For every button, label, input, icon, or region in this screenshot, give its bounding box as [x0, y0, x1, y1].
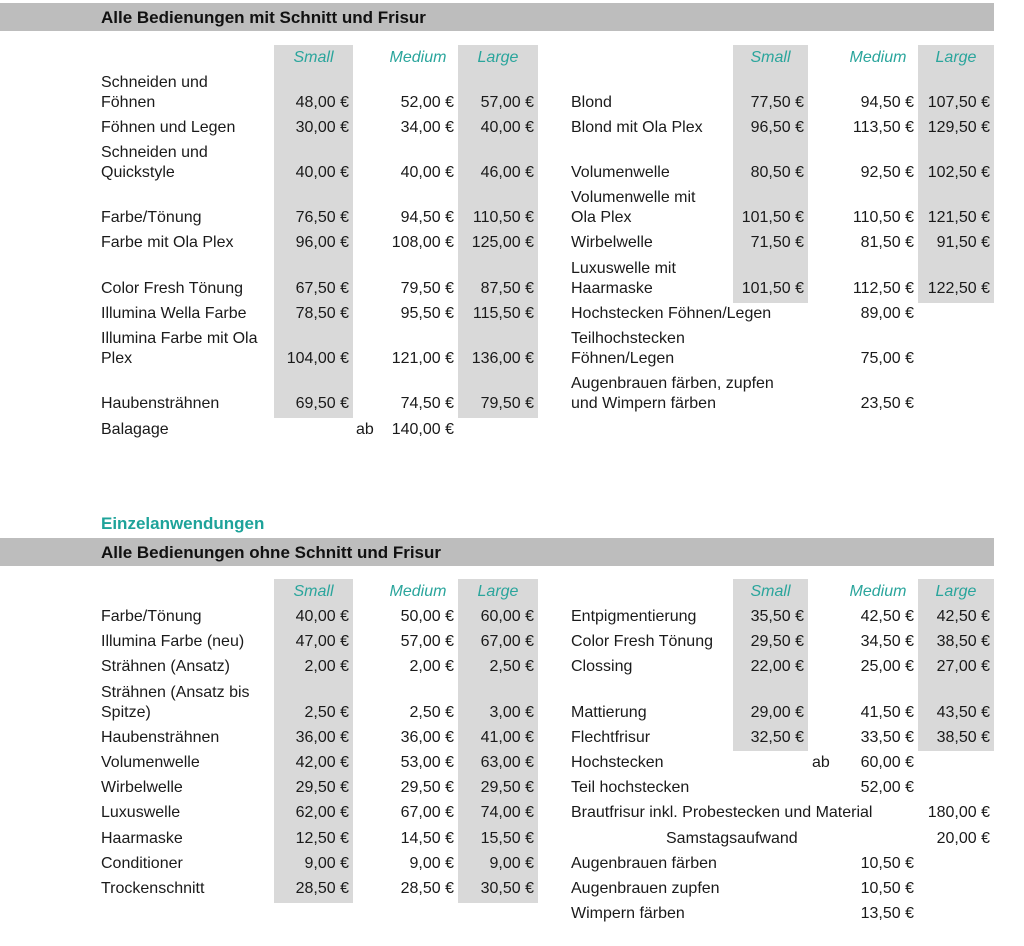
price-label: Strähnen (Ansatz bis	[101, 684, 250, 701]
price-medium: 9,00 €	[409, 855, 454, 872]
price-label: Volumenwelle	[101, 754, 200, 771]
price-large: 41,00 €	[480, 729, 534, 746]
s2-left-header-medium: Medium	[389, 583, 447, 600]
price-label: Wirbelwelle	[101, 779, 183, 796]
price-label: Quickstyle	[101, 164, 175, 181]
price-label: Illumina Farbe mit Ola	[101, 330, 258, 347]
price-small: 101,50 €	[741, 280, 804, 297]
price-medium: 34,50 €	[860, 633, 914, 650]
price-medium: 92,50 €	[860, 164, 914, 181]
price-label: Haubensträhnen	[101, 395, 220, 412]
price-medium: 140,00 €	[391, 421, 454, 438]
price-medium: 28,50 €	[400, 880, 454, 897]
price-large: 180,00 €	[927, 804, 990, 821]
price-medium: 53,00 €	[400, 754, 454, 771]
price-label: Föhnen und Legen	[101, 119, 236, 136]
s2-left-header-small: Small	[293, 583, 334, 600]
price-label: Schneiden und	[101, 74, 208, 91]
price-large: 38,50 €	[936, 729, 990, 746]
price-medium: 94,50 €	[400, 209, 454, 226]
price-small: 67,50 €	[295, 280, 349, 297]
s2-right-header-small: Small	[750, 583, 791, 600]
price-small: 80,50 €	[750, 164, 804, 181]
price-small: 36,00 €	[295, 729, 349, 746]
price-label: Color Fresh Tönung	[101, 280, 243, 297]
price-label: Teilhochstecken	[571, 330, 685, 347]
price-medium: 41,50 €	[860, 704, 914, 721]
price-label: Balagage	[101, 421, 169, 438]
price-prefix: ab	[812, 754, 830, 771]
price-large: 125,00 €	[471, 234, 534, 251]
price-large: 3,00 €	[489, 704, 534, 721]
price-label: Schneiden und	[101, 144, 208, 161]
price-medium: 113,50 €	[852, 119, 914, 136]
price-label: Augenbrauen färben	[571, 855, 717, 872]
price-medium: 2,50 €	[409, 704, 454, 721]
price-label: Haarmaske	[101, 830, 183, 847]
price-medium: 14,50 €	[400, 830, 454, 847]
price-large: 121,50 €	[927, 209, 990, 226]
section1-bar-title: Alle Bedienungen mit Schnitt und Frisur	[101, 8, 426, 27]
price-medium: 57,00 €	[400, 633, 454, 650]
price-large: 79,50 €	[480, 395, 534, 412]
price-large: 102,50 €	[927, 164, 990, 181]
section1-bar	[0, 3, 994, 31]
price-small: 12,50 €	[295, 830, 349, 847]
price-label: Volumenwelle	[571, 164, 670, 181]
price-label: und Wimpern färben	[571, 395, 716, 412]
price-label: Haubensträhnen	[101, 729, 220, 746]
price-large: 136,00 €	[471, 350, 534, 367]
s2-left-header-large: Large	[477, 583, 519, 600]
price-medium: 112,50 €	[852, 280, 914, 297]
price-medium: 67,00 €	[400, 804, 454, 821]
price-prefix: ab	[356, 421, 374, 438]
price-small: 35,50 €	[750, 608, 804, 625]
price-large: 42,50 €	[936, 608, 990, 625]
price-large: 129,50 €	[927, 119, 990, 136]
price-label: Blond mit Ola Plex	[571, 119, 703, 136]
price-large: 2,50 €	[489, 658, 534, 675]
price-label: Blond	[571, 94, 612, 111]
price-label: Brautfrisur inkl. Probestecken und Material	[571, 804, 873, 821]
price-medium: 33,50 €	[860, 729, 914, 746]
price-medium: 2,00 €	[409, 658, 454, 675]
price-medium: 10,50 €	[860, 880, 914, 897]
s1-right-header-medium: Medium	[849, 49, 907, 66]
price-label: Farbe/Tönung	[101, 608, 202, 625]
price-large: 63,00 €	[480, 754, 534, 771]
price-label: Luxuswelle mit	[571, 260, 676, 277]
price-label: Föhnen/Legen	[571, 350, 675, 367]
price-medium: 34,00 €	[400, 119, 454, 136]
price-large: 107,50 €	[927, 94, 990, 111]
price-large: 110,50 €	[472, 209, 534, 226]
s1-left-header-large: Large	[477, 49, 519, 66]
s1-right-header-small: Small	[750, 49, 791, 66]
price-small: 101,50 €	[741, 209, 804, 226]
price-large: 87,50 €	[480, 280, 534, 297]
price-small: 40,00 €	[295, 164, 349, 181]
price-large: 67,00 €	[480, 633, 534, 650]
price-label: Clossing	[571, 658, 633, 675]
price-label: Flechtfrisur	[571, 729, 651, 746]
price-label: Wirbelwelle	[571, 234, 653, 251]
price-label: Mattierung	[571, 704, 647, 721]
price-small: 29,00 €	[750, 704, 804, 721]
price-small: 96,50 €	[750, 119, 804, 136]
price-medium: 36,00 €	[400, 729, 454, 746]
price-medium: 25,00 €	[860, 658, 914, 675]
price-label: Wimpern färben	[571, 905, 685, 922]
price-large: 115,50 €	[472, 305, 534, 322]
price-label: Conditioner	[101, 855, 183, 872]
s2-right-header-medium: Medium	[849, 583, 907, 600]
price-label: Föhnen	[101, 94, 156, 111]
s1-left-header-small: Small	[293, 49, 334, 66]
price-medium: 40,00 €	[400, 164, 454, 181]
price-label: Ola Plex	[571, 209, 632, 226]
price-medium: 94,50 €	[860, 94, 914, 111]
price-medium: 108,00 €	[391, 234, 454, 251]
price-label: Spitze)	[101, 704, 151, 721]
price-small: 77,50 €	[750, 94, 804, 111]
price-small: 42,00 €	[295, 754, 349, 771]
price-large: 122,50 €	[927, 280, 990, 297]
price-label: Augenbrauen färben, zupfen	[571, 375, 774, 392]
price-label: Hochstecken	[571, 754, 664, 771]
price-label: Samstagsaufwand	[666, 830, 798, 847]
price-large: 20,00 €	[936, 830, 990, 847]
section2-bar-title: Alle Bedienungen ohne Schnitt und Frisur	[101, 543, 442, 562]
price-medium: 95,50 €	[400, 305, 454, 322]
price-large: 30,50 €	[480, 880, 534, 897]
price-small: 62,00 €	[295, 804, 349, 821]
price-large: 27,00 €	[936, 658, 990, 675]
price-medium: 52,00 €	[400, 94, 454, 111]
price-label: Entpigmentierung	[571, 608, 697, 625]
price-label: Color Fresh Tönung	[571, 633, 713, 650]
price-label: Illumina Wella Farbe	[101, 305, 247, 322]
price-small: 69,50 €	[295, 395, 349, 412]
price-medium: 81,50 €	[860, 234, 914, 251]
price-large: 40,00 €	[480, 119, 534, 136]
price-small: 96,00 €	[295, 234, 349, 251]
price-small: 71,50 €	[750, 234, 804, 251]
price-label: Farbe/Tönung	[101, 209, 202, 226]
price-small: 48,00 €	[295, 94, 349, 111]
price-medium: 60,00 €	[860, 754, 914, 771]
price-medium: 121,00 €	[391, 350, 454, 367]
price-small: 30,00 €	[295, 119, 349, 136]
price-label: Plex	[101, 350, 133, 367]
price-small: 22,00 €	[750, 658, 804, 675]
price-large: 46,00 €	[480, 164, 534, 181]
s1-right-header-large: Large	[935, 49, 977, 66]
price-medium: 50,00 €	[400, 608, 454, 625]
price-small: 29,50 €	[295, 779, 349, 796]
section2-bar	[0, 538, 994, 566]
price-label: Trockenschnitt	[101, 880, 205, 897]
price-small: 2,50 €	[304, 704, 349, 721]
price-small: 28,50 €	[295, 880, 349, 897]
price-large: 57,00 €	[480, 94, 534, 111]
price-large: 38,50 €	[936, 633, 990, 650]
price-medium: 110,50 €	[852, 209, 914, 226]
price-small: 40,00 €	[295, 608, 349, 625]
price-large: 60,00 €	[480, 608, 534, 625]
s2-right-header-large: Large	[935, 583, 977, 600]
price-small: 9,00 €	[304, 855, 349, 872]
price-large: 15,50 €	[480, 830, 534, 847]
price-large: 91,50 €	[936, 234, 990, 251]
price-label: Strähnen (Ansatz)	[101, 658, 230, 675]
price-label: Hochstecken Föhnen/Legen	[571, 305, 772, 322]
price-large: 29,50 €	[480, 779, 534, 796]
price-small: 104,00 €	[286, 350, 349, 367]
section2-green-title: Einzelanwendungen	[101, 514, 265, 533]
s1-left-header-medium: Medium	[389, 49, 447, 66]
price-medium: 74,50 €	[400, 395, 454, 412]
price-small: 47,00 €	[295, 633, 349, 650]
price-small: 78,50 €	[295, 305, 349, 322]
price-small: 32,50 €	[750, 729, 804, 746]
price-label: Haarmaske	[571, 280, 653, 297]
price-large: 9,00 €	[489, 855, 534, 872]
price-medium: 89,00 €	[860, 305, 914, 322]
price-large: 74,00 €	[480, 804, 534, 821]
price-medium: 42,50 €	[860, 608, 914, 625]
price-small: 2,00 €	[304, 658, 349, 675]
price-small: 29,50 €	[750, 633, 804, 650]
price-small: 76,50 €	[295, 209, 349, 226]
price-medium: 23,50 €	[860, 395, 914, 412]
price-medium: 29,50 €	[400, 779, 454, 796]
price-medium: 52,00 €	[860, 779, 914, 796]
price-label: Teil hochstecken	[571, 779, 690, 796]
price-label: Luxuswelle	[101, 804, 181, 821]
price-medium: 13,50 €	[860, 905, 914, 922]
price-label: Farbe mit Ola Plex	[101, 234, 234, 251]
price-label: Volumenwelle mit	[571, 189, 696, 206]
price-medium: 79,50 €	[400, 280, 454, 297]
price-large: 43,50 €	[936, 704, 990, 721]
price-medium: 75,00 €	[860, 350, 914, 367]
price-label: Illumina Farbe (neu)	[101, 633, 245, 650]
price-label: Augenbrauen zupfen	[571, 880, 720, 897]
price-medium: 10,50 €	[860, 855, 914, 872]
